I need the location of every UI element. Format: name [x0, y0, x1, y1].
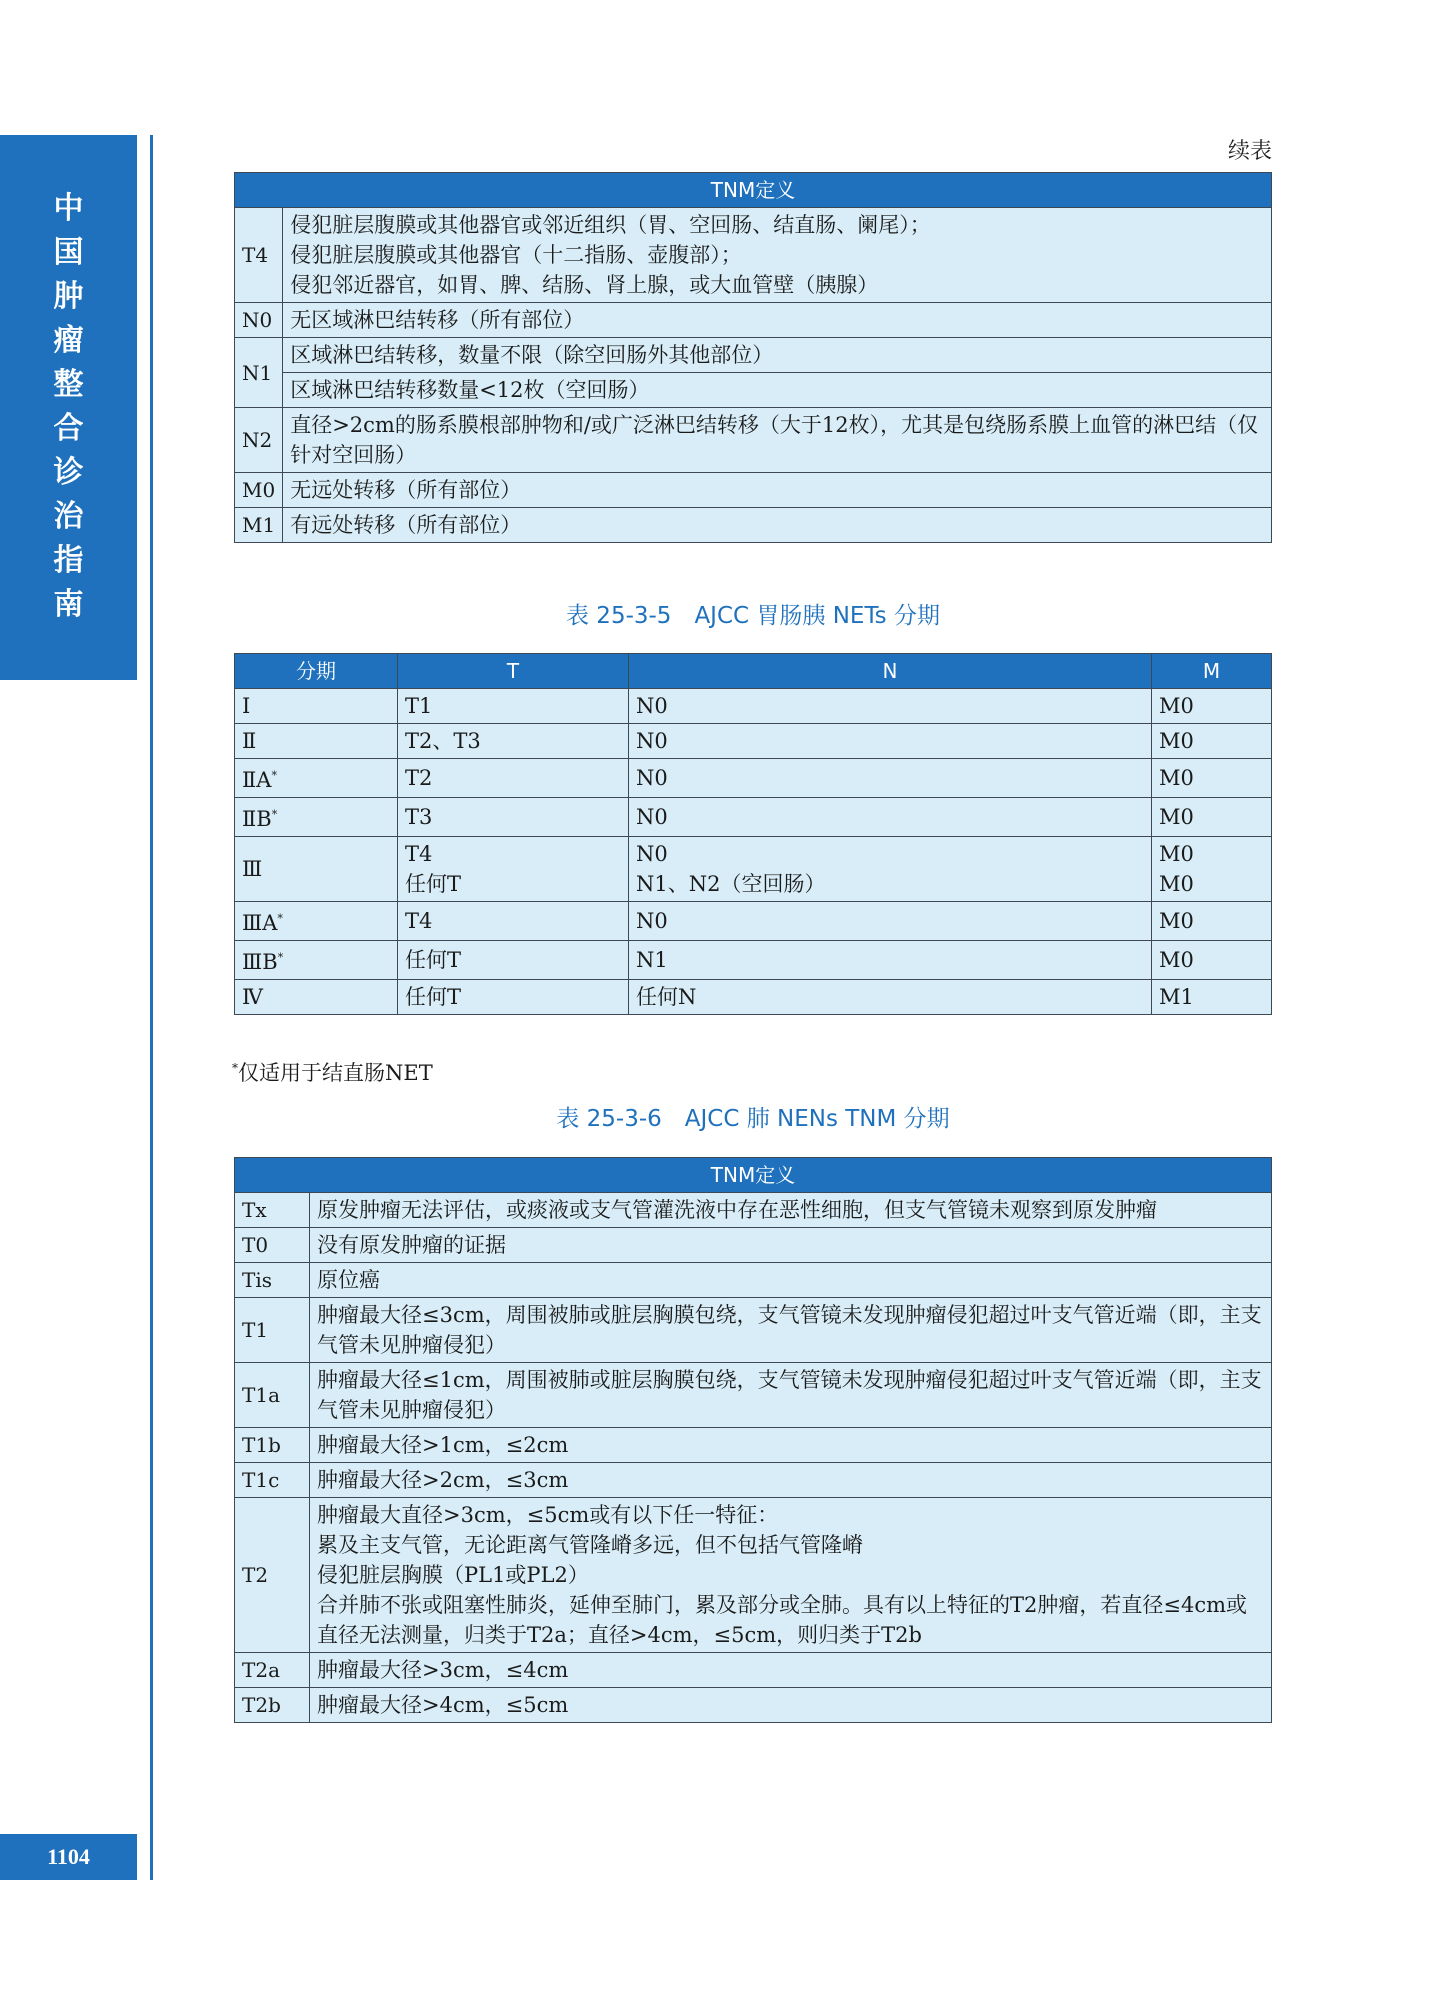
column-header: T — [398, 654, 629, 689]
table-header: TNM定义 — [235, 173, 1272, 208]
book-title-band — [0, 135, 137, 680]
table-row — [235, 837, 1272, 902]
tnm-definition: 原发肿瘤无法评估，或痰液或支气管灌洗液中存在恶性细胞，但支气管镜未观察到原发肿瘤 — [310, 1193, 1272, 1228]
table-row — [235, 759, 1272, 798]
book-title-char: 瘤 — [53, 323, 84, 358]
tnm-code: T1 — [235, 1298, 310, 1363]
cell-line: 任何T — [405, 872, 462, 896]
m-cell: M0 — [1152, 759, 1272, 798]
tnm-definition: 直径>2cm的肠系膜根部肿物和/或广泛淋巴结转移（大于12枚），尤其是包绕肠系膜上血管的淋巴结（仅针对空回肠） — [283, 408, 1272, 473]
table-row — [235, 798, 1272, 837]
tnm-definition: 无区域淋巴结转移（所有部位） — [283, 303, 1272, 338]
tnm-code: Tx — [235, 1193, 310, 1228]
table-row — [235, 724, 1272, 759]
stage-cell — [235, 689, 398, 724]
table-caption: 表 25-3-5 AJCC 胃肠胰 NETs 分期 — [566, 603, 940, 629]
tnm-definition-table-continued — [234, 172, 1272, 543]
tnm-code: M1 — [235, 508, 283, 543]
cell-line: T4 — [405, 842, 433, 866]
book-title-char: 治 — [53, 499, 84, 534]
footnote-mark: * — [271, 769, 277, 782]
m-cell: M0 — [1152, 902, 1272, 941]
tnm-code: N0 — [235, 303, 283, 338]
table-row — [235, 1193, 1272, 1228]
definition-line: 侵犯邻近器官，如胃、脾、结肠、肾上腺，或大血管壁（胰腺） — [290, 273, 879, 297]
stage-label: ⅢB — [242, 950, 278, 974]
stage-cell — [235, 837, 398, 902]
footnote-mark: * — [232, 1061, 238, 1075]
tnm-code: T4 — [235, 208, 283, 303]
stage-label: Ⅲ — [242, 857, 263, 881]
table-row — [235, 1363, 1272, 1428]
table-row — [235, 208, 1272, 303]
m-cell: M0 — [1152, 724, 1272, 759]
table-footnote — [232, 1057, 433, 1087]
stage-cell — [235, 798, 398, 837]
t-cell: T3 — [398, 798, 629, 837]
tnm-definition: 原位癌 — [310, 1263, 1272, 1298]
stage-label: ⅡB — [242, 807, 272, 831]
book-title-char: 诊 — [53, 455, 84, 490]
table-row — [235, 1653, 1272, 1688]
nets-staging-table — [234, 653, 1272, 1015]
stage-cell — [235, 902, 398, 941]
table-row — [235, 1263, 1272, 1298]
n-cell: N0 — [629, 759, 1152, 798]
page-number: 1104 — [0, 1834, 137, 1880]
n-cell: N0 — [629, 798, 1152, 837]
tnm-code: N2 — [235, 408, 283, 473]
tnm-code: T1a — [235, 1363, 310, 1428]
footnote-mark: * — [277, 951, 284, 964]
stage-cell — [235, 980, 398, 1015]
tnm-definition: 肿瘤最大径>2cm，≤3cm — [310, 1463, 1272, 1498]
tnm-code: T2b — [235, 1688, 310, 1723]
definition-line: 侵犯脏层腹膜或其他器官或邻近组织（胃、空回肠、结直肠、阑尾）； — [290, 213, 931, 237]
margin-rule — [150, 135, 153, 1880]
tnm-code: T2 — [235, 1498, 310, 1653]
tnm-definition: 有远处转移（所有部位） — [283, 508, 1272, 543]
m-cell: M0 — [1152, 798, 1272, 837]
table-row — [235, 373, 1272, 408]
t-cell — [398, 837, 629, 902]
table-row — [235, 689, 1272, 724]
stage-cell — [235, 724, 398, 759]
tnm-definition — [310, 1498, 1272, 1653]
book-title-char: 整 — [53, 367, 84, 402]
definition-line: 合并肺不张或阻塞性肺炎，延伸至肺门，累及部分或全肺。具有以上特征的T2肿瘤，若直径≤4cm或直径无法测量，归类于T2a；直径>4cm，≤5cm，则归类于T2b — [317, 1593, 1247, 1647]
column-header: M — [1152, 654, 1272, 689]
book-title-char: 中 — [53, 191, 84, 226]
tnm-code: T2a — [235, 1653, 310, 1688]
stage-label: ⅡA — [242, 768, 272, 792]
t-cell: T1 — [398, 689, 629, 724]
table-row — [235, 1463, 1272, 1498]
tnm-code: T0 — [235, 1228, 310, 1263]
lung-nens-tnm-table — [234, 1157, 1272, 1723]
m-cell: M1 — [1152, 980, 1272, 1015]
tnm-code: M0 — [235, 473, 283, 508]
table-row — [235, 1228, 1272, 1263]
tnm-definition: 无远处转移（所有部位） — [283, 473, 1272, 508]
t-cell: T2 — [398, 759, 629, 798]
m-cell: M0 — [1152, 689, 1272, 724]
m-cell — [1152, 837, 1272, 902]
tnm-code: T1c — [235, 1463, 310, 1498]
table-caption: 表 25-3-6 AJCC 肺 NENs TNM 分期 — [556, 1106, 950, 1132]
footnote-text: 仅适用于结直肠NET — [238, 1061, 433, 1085]
definition-line: 侵犯脏层腹膜或其他器官（十二指肠、壶腹部）； — [290, 243, 742, 267]
tnm-code: T1b — [235, 1428, 310, 1463]
footnote-mark: * — [277, 912, 283, 925]
tnm-code: N1 — [235, 338, 283, 408]
table-row — [235, 303, 1272, 338]
stage-cell — [235, 941, 398, 980]
tnm-definition: 区域淋巴结转移数量<12枚（空回肠） — [283, 373, 1272, 408]
tnm-definition: 肿瘤最大径>3cm，≤4cm — [310, 1653, 1272, 1688]
definition-line: 侵犯脏层胸膜（PL1或PL2） — [317, 1563, 589, 1587]
n-cell — [629, 837, 1152, 902]
table-header: TNM定义 — [235, 1158, 1272, 1193]
tnm-definition: 肿瘤最大径>1cm，≤2cm — [310, 1428, 1272, 1463]
book-title-char: 合 — [53, 411, 84, 446]
tnm-definition: 肿瘤最大径>4cm，≤5cm — [310, 1688, 1272, 1723]
table-row — [235, 941, 1272, 980]
t-cell: 任何T — [398, 941, 629, 980]
column-header: 分期 — [235, 654, 398, 689]
n-cell: N1 — [629, 941, 1152, 980]
tnm-definition: 肿瘤最大径≤1cm，周围被肺或脏层胸膜包绕，支气管镜未发现肿瘤侵犯超过叶支气管近端（即，主支气管未见肿瘤侵犯） — [310, 1363, 1272, 1428]
table-row — [235, 338, 1272, 373]
table-row — [235, 473, 1272, 508]
tnm-definition — [283, 208, 1272, 303]
tnm-definition: 没有原发肿瘤的证据 — [310, 1228, 1272, 1263]
table-row — [235, 1498, 1272, 1653]
cell-line: M0 — [1159, 842, 1194, 866]
table-row — [235, 1298, 1272, 1363]
definition-line: 肿瘤最大直径>3cm，≤5cm或有以下任一特征： — [317, 1503, 779, 1527]
cell-line: N1、N2（空回肠） — [636, 872, 826, 896]
tnm-definition: 肿瘤最大径≤3cm，周围被肺或脏层胸膜包绕，支气管镜未发现肿瘤侵犯超过叶支气管近端（即，主支气管未见肿瘤侵犯） — [310, 1298, 1272, 1363]
tnm-definition: 区域淋巴结转移，数量不限（除空回肠外其他部位） — [283, 338, 1272, 373]
table-row — [235, 508, 1272, 543]
book-title-char: 南 — [53, 587, 84, 622]
n-cell: N0 — [629, 902, 1152, 941]
stage-label: Ⅳ — [242, 985, 263, 1009]
table-row — [235, 1688, 1272, 1723]
table-row — [235, 1428, 1272, 1463]
continued-label: 续表 — [1227, 139, 1272, 164]
tnm-code: Tis — [235, 1263, 310, 1298]
stage-label: Ⅰ — [242, 694, 251, 718]
book-title-char: 肿 — [53, 279, 84, 314]
table-row — [235, 902, 1272, 941]
t-cell: 任何T — [398, 980, 629, 1015]
cell-line: M0 — [1159, 872, 1194, 896]
stage-label: ⅢA — [242, 911, 278, 935]
cell-line: N0 — [636, 842, 668, 866]
column-header: N — [629, 654, 1152, 689]
n-cell: N0 — [629, 689, 1152, 724]
m-cell: M0 — [1152, 941, 1272, 980]
stage-cell — [235, 759, 398, 798]
definition-line: 累及主支气管，无论距离气管隆嵴多远，但不包括气管隆嵴 — [317, 1533, 863, 1557]
book-title-char: 国 — [53, 235, 84, 270]
footnote-mark: * — [271, 808, 278, 821]
n-cell: N0 — [629, 724, 1152, 759]
table-row — [235, 408, 1272, 473]
t-cell: T4 — [398, 902, 629, 941]
stage-label: Ⅱ — [242, 729, 257, 753]
t-cell: T2、T3 — [398, 724, 629, 759]
table-row — [235, 980, 1272, 1015]
book-title-char: 指 — [53, 543, 84, 578]
n-cell: 任何N — [629, 980, 1152, 1015]
